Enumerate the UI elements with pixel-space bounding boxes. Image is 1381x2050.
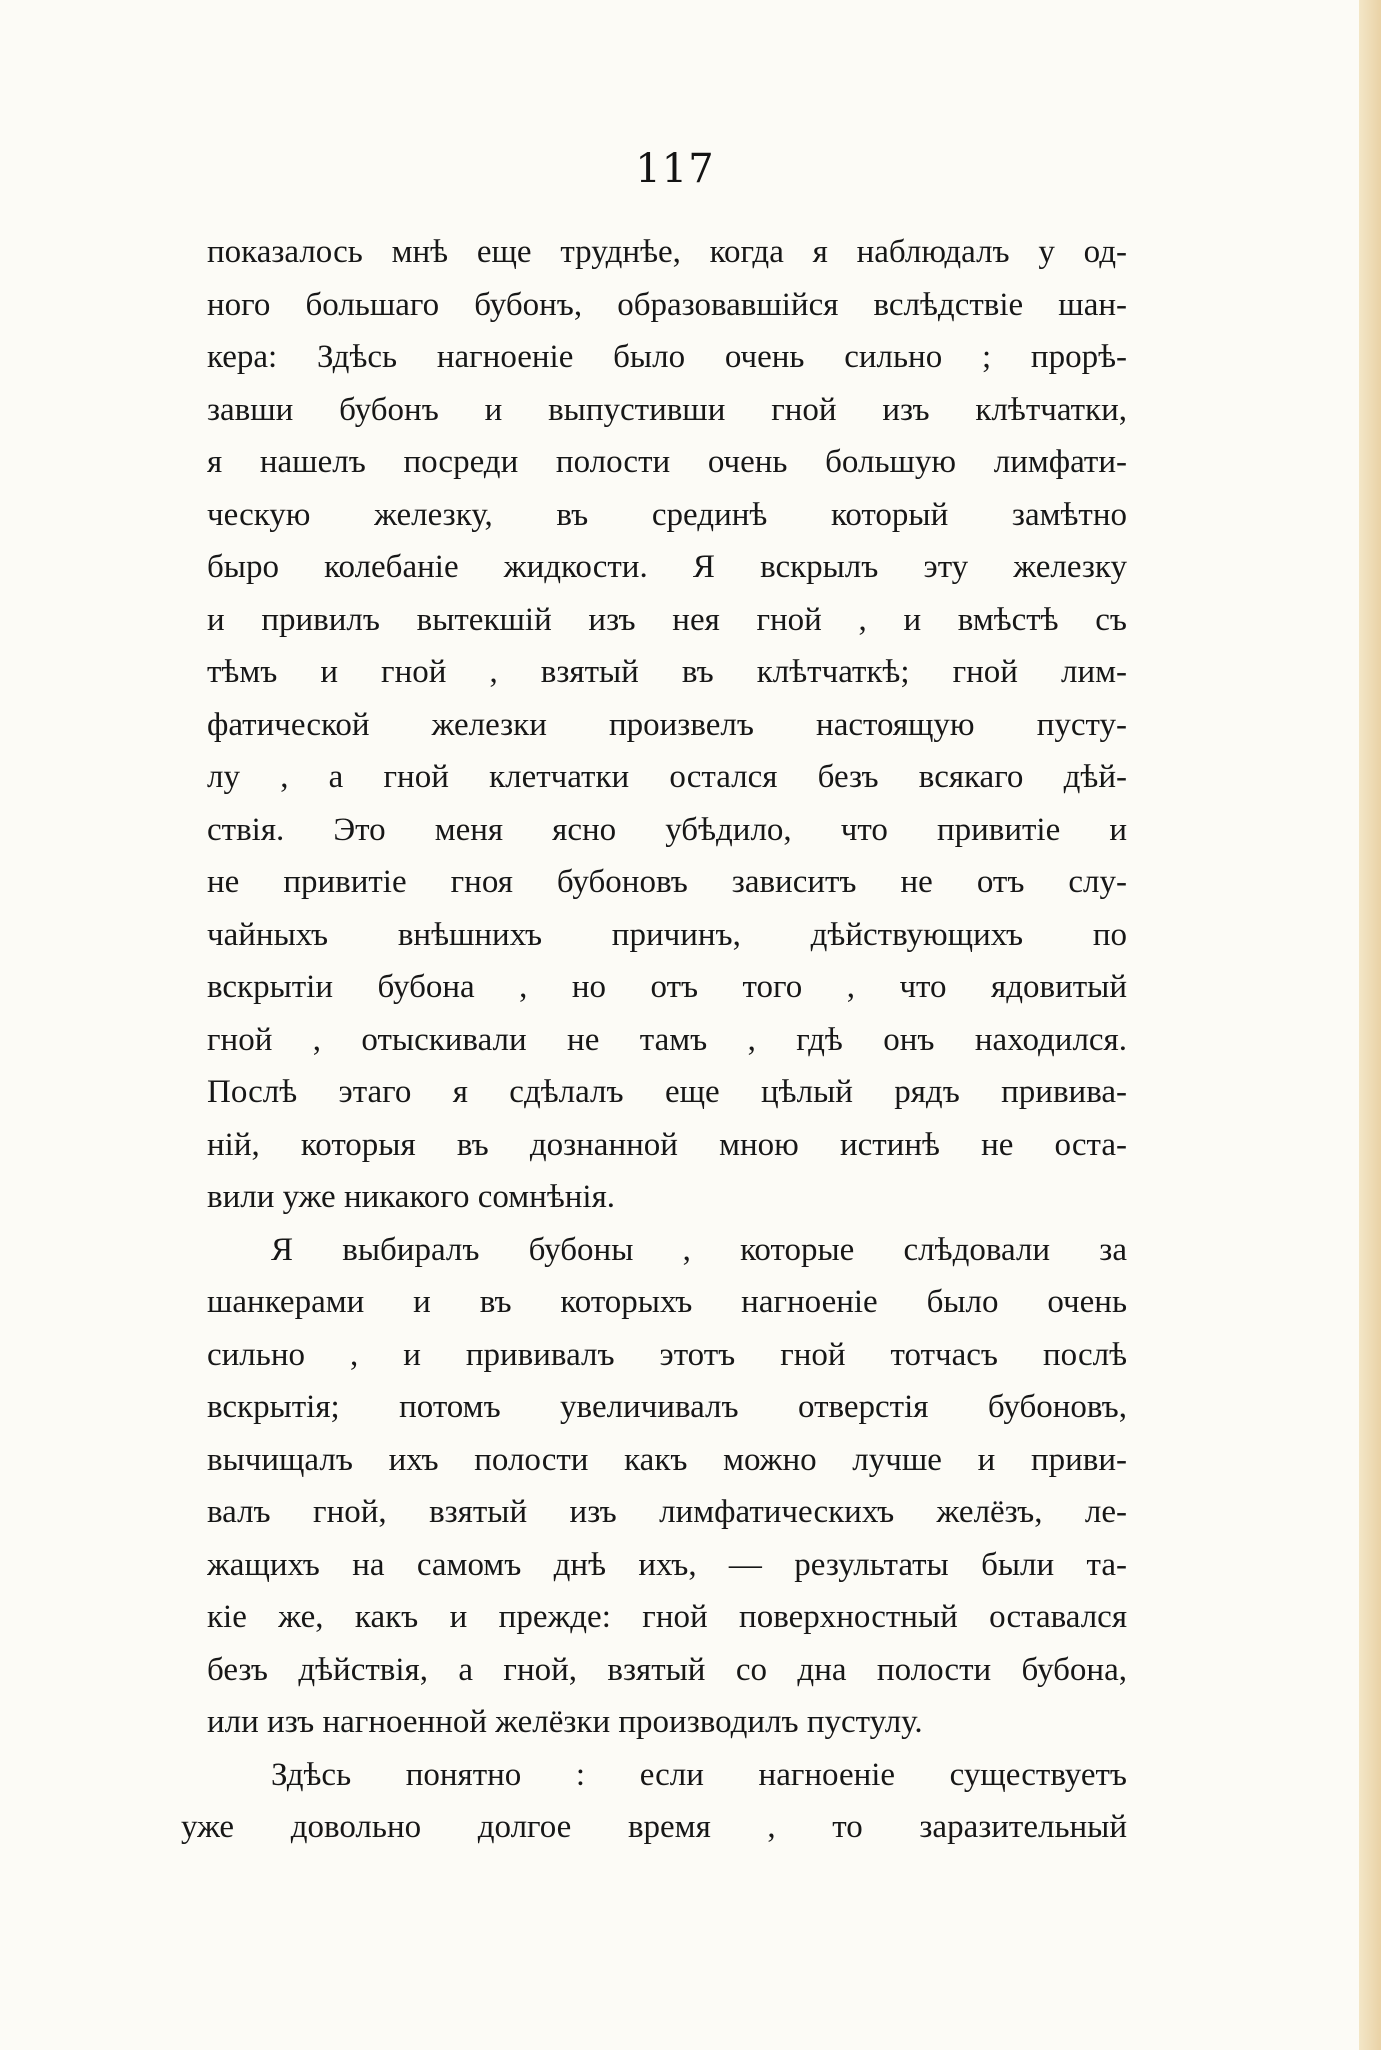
text-line: или изъ нагноенной желёзки производилъ пустулу. [207, 1704, 923, 1740]
text-line: не привитіе гноя бубоновъ зависитъ не отъ слу- [207, 864, 1127, 900]
text-line: вычищалъ ихъ полости какъ можно лучше и приви- [207, 1441, 1127, 1478]
text-line: сильно , и прививалъ этотъ гной тотчасъ послѣ [207, 1336, 1127, 1373]
text-line: вскрытія; потомъ увеличивалъ отверстія бубоновъ, [207, 1389, 1127, 1425]
text-line: тѣмъ и гной , взятый въ клѣтчаткѣ; гной лим- [207, 654, 1127, 690]
text-line: быро колебаніе жидкости. Я вскрылъ эту железку [207, 549, 1127, 585]
text-line: уже довольно долгое время , то заразительный [181, 1809, 1127, 1845]
text-line: ческую железку, въ срединѣ который замѣтно [207, 496, 1127, 533]
text-line: безъ дѣйствія, а гной, взятый со дна полости бубона, [207, 1651, 1127, 1688]
page-number: 117 [635, 146, 715, 192]
page-edge [1359, 0, 1381, 2050]
body-text [181, 226, 1127, 1854]
text-line: ного большаго бубонъ, образовавшійся вслѣдствіе шан- [207, 286, 1127, 323]
text-line: Я выбиралъ бубоны , которые слѣдовали за [271, 1231, 1127, 1268]
text-line: шанкерами и въ которыхъ нагноеніе было очень [207, 1284, 1127, 1320]
text-line: Здѣсь понятно : если нагноеніе существуетъ [271, 1756, 1127, 1793]
text-line: и привилъ вытекшій изъ нея гной , и вмѣстѣ съ [207, 601, 1127, 638]
text-line: лу , а гной клетчатки остался безъ всякаго дѣй- [207, 759, 1127, 795]
text-line: фатической железки произвелъ настоящую пусту- [207, 706, 1127, 743]
text-line: вскрытіи бубона , но отъ того , что ядовитый [207, 969, 1127, 1005]
text-line: вили уже никакого сомнѣнія. [207, 1179, 616, 1215]
text-line: я нашелъ посреди полости очень большую лимфати- [207, 444, 1127, 480]
text-line: кера: Здѣсь нагноеніе было очень сильно ; прорѣ- [207, 339, 1127, 375]
text-line: валъ гной, взятый изъ лимфатическихъ желёзъ, ле- [207, 1494, 1127, 1530]
text-line: жащихъ на самомъ днѣ ихъ, — результаты были та- [207, 1546, 1127, 1583]
text-line: показалось мнѣ еще труднѣе, когда я наблюдалъ у од- [207, 234, 1127, 270]
text-line: кіе же, какъ и прежде: гной поверхностный оставался [207, 1599, 1127, 1635]
text-line: завши бубонъ и выпустивши гной изъ клѣтчатки, [207, 391, 1127, 428]
text-line: гной , отыскивали не тамъ , гдѣ онъ находился. [207, 1021, 1127, 1058]
text-line: ній, которыя въ дознанной мною истинѣ не оста- [207, 1126, 1127, 1163]
text-line: чайныхъ внѣшнихъ причинъ, дѣйствующихъ по [207, 916, 1127, 953]
text-line: ствія. Это меня ясно убѣдило, что привитіе и [207, 811, 1127, 848]
text-line: Послѣ этаго я сдѣлалъ еще цѣлый рядъ привива- [207, 1074, 1127, 1110]
